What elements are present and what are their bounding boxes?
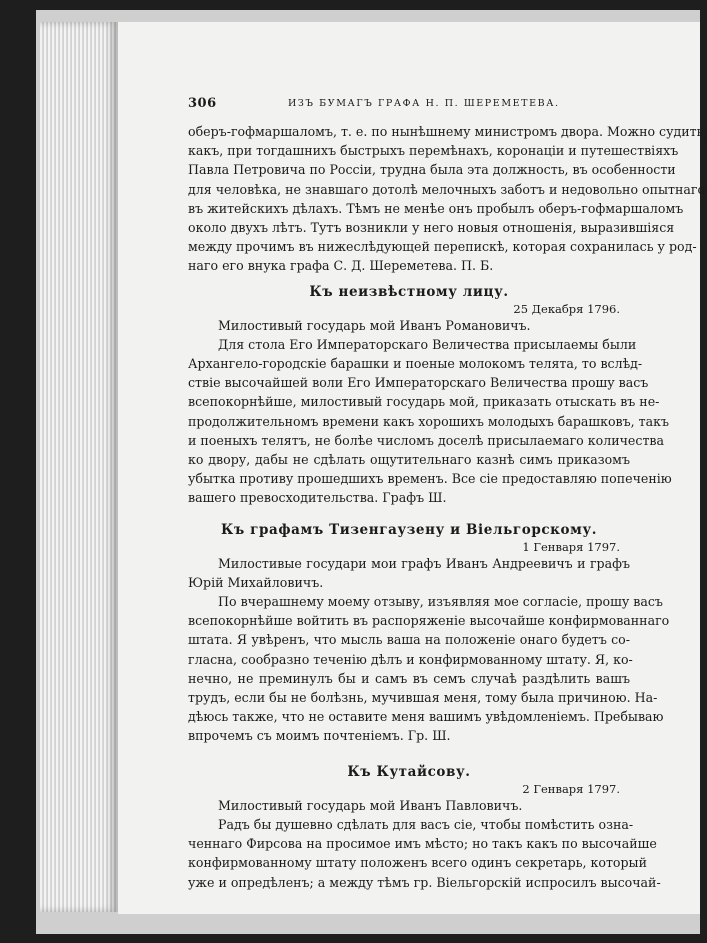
text-line: для человѣка, не знавшаго дотолѣ мелочныхъ заботъ и недовольно опытнаго — [188, 181, 706, 197]
text-line: вашего превосходительства. Графъ Ш. — [188, 490, 447, 506]
letter-body — [188, 796, 661, 892]
text-line: дѣюсь также, что не оставите меня вашимъ увѣдомленіемъ. Пребываю — [188, 709, 664, 725]
text-line: ченнаго Фирсова на просимое имъ мѣсто; но такъ какъ по высочайше — [188, 836, 657, 852]
text-line: трудъ, если бы не болѣзнь, мучившая меня, тому была причиною. На- — [188, 690, 658, 706]
text-line: Архангело-городскіе барашки и поеные молокомъ телята, то вслѣд- — [188, 356, 643, 372]
letter-heading: Къ неизвѣстному лицу. — [309, 283, 509, 300]
letter-salutation: Милостивые государи мои графъ Иванъ Андреевичъ и графъ — [218, 555, 630, 571]
letter-salutation-cont: Юрій Михайловичъ. — [188, 574, 324, 590]
text-line: около двухъ лѣтъ. Тутъ возникли у него новыя отношенія, выразившіяся — [188, 220, 675, 236]
text-line: продолжительномъ времени какъ хорошихъ молодыхъ барашковъ, такъ — [188, 413, 670, 429]
text-line: Радъ бы душевно сдѣлать для васъ сіе, чтобы помѣстить озна- — [218, 816, 634, 832]
text-line: ствіе высочайшей воли Его Императорскаго Величества прошу васъ — [188, 375, 649, 391]
running-title: ИЗЪ БУМАГЪ ГРАФА Н. П. ШЕРЕМЕТЕВА. — [288, 98, 560, 109]
text-line: и поеныхъ телятъ, не болѣе числомъ доселѣ присылаемаго количества — [188, 432, 665, 448]
text-line: Павла Петровича по Россіи, трудна была эта должность, въ особенности — [188, 162, 676, 178]
text-line: оберъ-гофмаршаломъ, т. е. по нынѣшнему министромъ двора. Можно судить, — [188, 124, 707, 139]
running-head — [188, 96, 670, 114]
text-line: нечно, не преминулъ бы и самъ въ семъ случаѣ раздѣлить вашъ — [188, 670, 630, 686]
text-line: впрочемъ съ моимъ почтеніемъ. Гр. Ш. — [188, 728, 451, 744]
page-number: 306 — [188, 96, 217, 111]
text-line: въ житейскихъ дѣлахъ. Тѣмъ не менѣе онъ пробылъ оберъ-гофмаршаломъ — [188, 200, 684, 216]
letter-date: 25 Декабря 1796. — [513, 301, 620, 316]
text-line: ко двору, дабы не сдѣлать ощутительнаго казнѣ симъ приказомъ — [188, 452, 630, 468]
text-line: убытка противу прошедшихъ временъ. Все сіе предоставляю попеченію — [188, 471, 672, 487]
text-line: гласна, сообразно теченію дѣлъ и конфирмованному штату. Я, ко- — [188, 651, 633, 667]
text-line: всепокорнѣйше, милостивый государь мой, приказать отыскать въ не- — [188, 394, 660, 410]
text-line: По вчерашнему моему отзыву, изъявляя мое согласіе, прошу васъ — [218, 594, 663, 610]
book-page-edges — [40, 22, 118, 912]
text-line: Для стола Его Императорскаго Величества присылаемы были — [218, 336, 637, 352]
text-line: между прочимъ въ нижеслѣдующей перепискѣ, которая сохранилась у род- — [188, 239, 697, 255]
letter-body — [188, 554, 670, 746]
letter-heading: Къ Кутайсову. — [347, 763, 471, 780]
text-line: конфирмованному штату положенъ всего одинъ секретарь, который — [188, 855, 647, 871]
letter-date: 2 Генваря 1797. — [522, 781, 620, 796]
letter-salutation: Милостивый государь мой Иванъ Романовичъ. — [218, 317, 531, 333]
letter-salutation: Милостивый государь мой Иванъ Павловичъ. — [218, 797, 523, 813]
letter-heading: Къ графамъ Тизенгаузену и Віельгорскому. — [220, 521, 597, 538]
text-line: наго его внука графа С. Д. Шереметева. П. Б. — [188, 258, 494, 274]
letter-date: 1 Генваря 1797. — [522, 539, 620, 554]
book-page — [118, 22, 707, 914]
letter-body — [188, 316, 672, 508]
intro-paragraph — [188, 122, 707, 276]
text-line: штата. Я увѣренъ, что мысль ваша на положеніе онаго будетъ со- — [188, 632, 630, 648]
text-line: уже и опредѣленъ; а между тѣмъ гр. Віельгорскій испросилъ высочай- — [188, 874, 661, 890]
text-line: всепокорнѣйше войтить въ распоряженіе высочайше конфирмованнаго — [188, 613, 670, 629]
text-line: какъ, при тогдашнихъ быстрыхъ перемѣнахъ, коронаціи и путешествіяхъ — [188, 143, 679, 159]
page-body — [188, 122, 707, 892]
